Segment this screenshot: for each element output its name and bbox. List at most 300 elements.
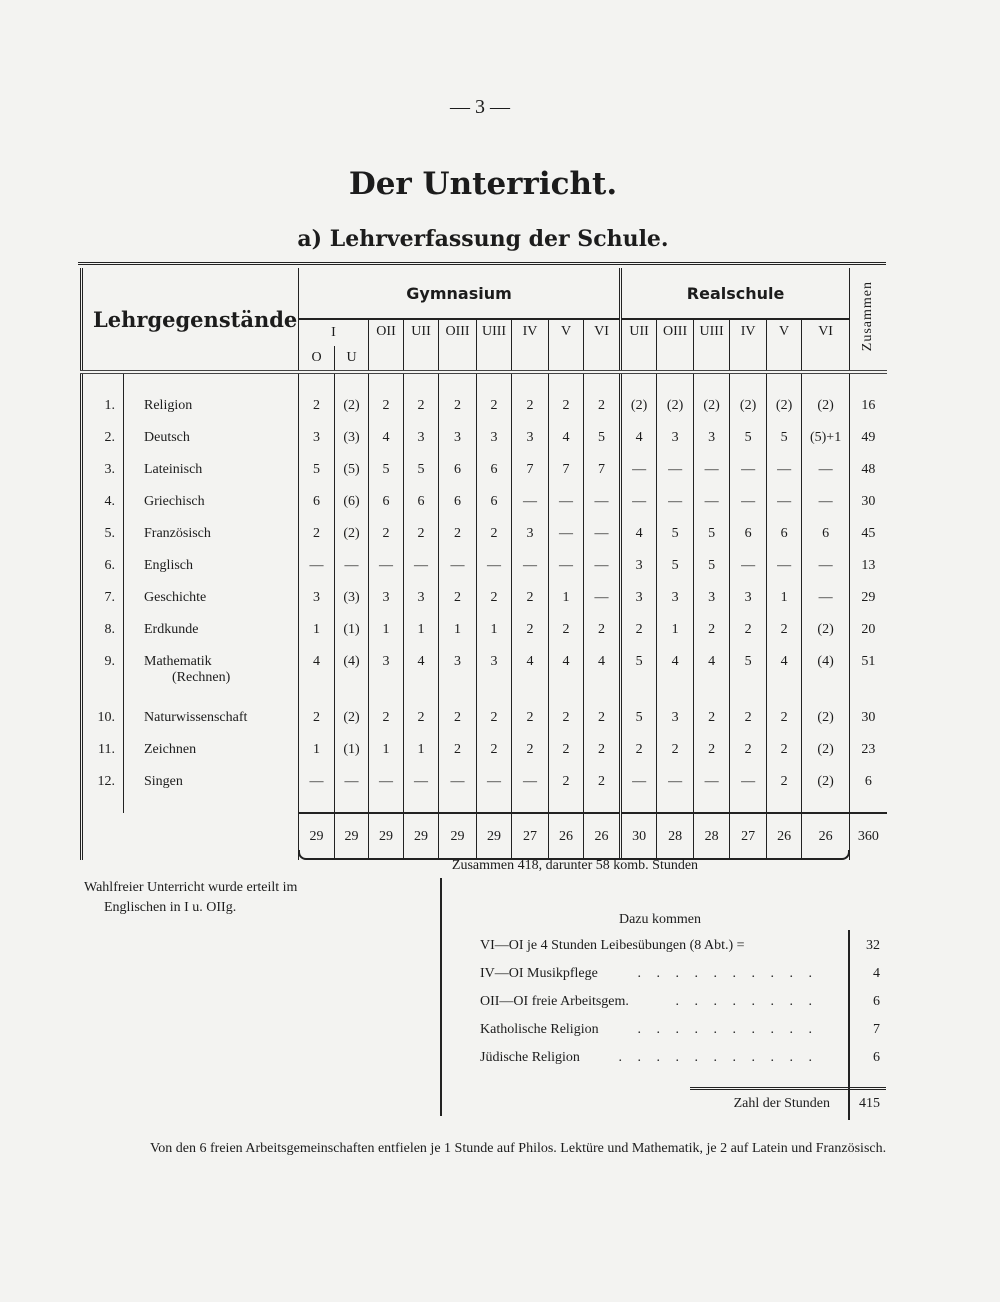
hours-cell: 3 (657, 582, 694, 614)
row-total: 45 (861, 526, 876, 541)
subject-cell (124, 422, 299, 454)
hours-cell: 7 (549, 454, 584, 486)
hours-cell: 5 (299, 454, 335, 486)
hours-cell: — (802, 454, 850, 486)
row-number: 2. (82, 422, 124, 454)
column-total: 29 (404, 813, 439, 860)
section-subtitle: a) Lehrverfassung der Schule. (297, 226, 669, 252)
hours-cell: — (584, 486, 621, 518)
hours-cell: 2 (584, 702, 621, 734)
hours-cell: 2 (549, 372, 584, 422)
table-body (82, 372, 887, 860)
hours-cell: (2) (802, 614, 850, 646)
hours-cell: 5 (621, 646, 657, 702)
hours-cell: 6 (477, 486, 512, 518)
gymnasium-group-header: Gymnasium (299, 268, 621, 319)
hours-cell: — (299, 550, 335, 582)
hours-cell: 2 (694, 702, 730, 734)
hours-cell: — (767, 550, 802, 582)
additional-item-value: 6 (873, 1050, 880, 1065)
hours-cell: — (335, 550, 369, 582)
total-hours-label: Zahl der Stunden (733, 1096, 830, 1111)
additional-item (480, 938, 880, 960)
table-row (82, 518, 887, 550)
hours-cell: 6 (477, 454, 512, 486)
row-total: 30 (861, 494, 876, 509)
grand-total: 360 (850, 813, 887, 860)
hours-cell: 2 (512, 734, 549, 766)
column-total: 29 (369, 813, 404, 860)
column-total: 27 (730, 813, 767, 860)
hours-cell: 3 (621, 550, 657, 582)
hours-cell: 2 (369, 702, 404, 734)
total-column-label: Zusammen (860, 281, 876, 352)
hours-cell: 1 (299, 614, 335, 646)
hours-cell: (2) (335, 518, 369, 550)
subject-cell (124, 454, 299, 486)
row-number: 8. (82, 614, 124, 646)
leader-dots: . . . . . . . . . . . (618, 1050, 818, 1065)
hours-cell: 1 (404, 734, 439, 766)
subject-cell (124, 766, 299, 798)
hours-cell: 4 (404, 646, 439, 702)
hours-cell: 2 (477, 372, 512, 422)
row-total: 30 (861, 710, 876, 725)
total-hours-value: 415 (859, 1096, 880, 1111)
gymnasium-class-header: VI (584, 319, 621, 372)
additional-item-value: 6 (873, 994, 880, 1009)
hours-cell: 5 (657, 518, 694, 550)
hours-cell: (3) (335, 422, 369, 454)
hours-cell: 2 (730, 734, 767, 766)
hours-cell: (2) (730, 372, 767, 422)
row-number: 11. (82, 734, 124, 766)
realschule-class-header: OIII (657, 319, 694, 372)
hours-cell: 3 (369, 646, 404, 702)
subject-name: Religion (144, 398, 193, 413)
hours-cell: (2) (802, 766, 850, 798)
hours-cell: 5 (584, 422, 621, 454)
table-top-rule (78, 262, 886, 265)
hours-cell: 2 (767, 734, 802, 766)
row-total: 51 (861, 654, 876, 669)
hours-cell: 2 (657, 734, 694, 766)
hours-cell: — (549, 518, 584, 550)
subject-cell (124, 486, 299, 518)
hours-cell: 3 (694, 422, 730, 454)
row-number: 3. (82, 454, 124, 486)
hours-cell: 2 (512, 614, 549, 646)
column-total: 26 (802, 813, 850, 860)
hours-cell: 2 (767, 614, 802, 646)
hours-cell: — (512, 486, 549, 518)
realschule-class-header: UII (621, 319, 657, 372)
sum-rule (690, 1087, 886, 1090)
realschule-class-header: V (767, 319, 802, 372)
subject-name: Französisch (144, 526, 211, 541)
optional-note-line2: Englischen in I u. OIIg. (104, 900, 237, 915)
table-row (82, 734, 887, 766)
hours-cell: 5 (694, 550, 730, 582)
row-total: 49 (861, 430, 876, 445)
hours-cell: 2 (439, 518, 477, 550)
hours-cell: — (657, 486, 694, 518)
hours-cell: — (621, 486, 657, 518)
additional-item-value: 7 (873, 1022, 880, 1037)
hours-cell: 2 (621, 734, 657, 766)
hours-cell: — (335, 766, 369, 798)
gymnasium-class-header: UII (404, 319, 439, 372)
hours-cell: 3 (299, 422, 335, 454)
hours-cell: 4 (621, 422, 657, 454)
hours-cell: 2 (369, 518, 404, 550)
hours-cell: 2 (730, 614, 767, 646)
hours-cell: 2 (694, 614, 730, 646)
hours-cell: 3 (730, 582, 767, 614)
class-header-I: I (299, 319, 369, 346)
hours-cell: (2) (621, 372, 657, 422)
hours-cell: — (694, 454, 730, 486)
row-total: 16 (861, 398, 876, 413)
hours-cell: — (767, 454, 802, 486)
table-row (82, 550, 887, 582)
hours-cell: 1 (657, 614, 694, 646)
additional-item (480, 966, 880, 988)
combined-hours-note: Zusammen 418, darunter 58 komb. Stunden (451, 858, 699, 873)
subject-name: Naturwissenschaft (144, 710, 248, 725)
row-total: 20 (861, 622, 876, 637)
total-column-header (850, 268, 887, 372)
hours-cell: 2 (369, 372, 404, 422)
hours-cell: (1) (335, 614, 369, 646)
realschule-class-header: IV (730, 319, 767, 372)
hours-cell: 3 (657, 702, 694, 734)
hours-cell: 2 (477, 582, 512, 614)
hours-cell: 2 (404, 372, 439, 422)
hours-cell: 2 (299, 702, 335, 734)
hours-cell: (5)+1 (802, 422, 850, 454)
realschule-group-header: Realschule (621, 268, 850, 319)
hours-cell: 4 (584, 646, 621, 702)
hours-cell: 3 (621, 582, 657, 614)
hours-cell: — (404, 550, 439, 582)
class-header-I-O: O (299, 346, 335, 372)
hours-cell: (2) (802, 372, 850, 422)
table-row (82, 646, 887, 702)
table-header (82, 268, 887, 372)
hours-cell: — (730, 550, 767, 582)
hours-cell: — (439, 766, 477, 798)
hours-cell: 2 (439, 582, 477, 614)
additional-item-value: 32 (866, 938, 880, 953)
hours-cell: 2 (439, 702, 477, 734)
subject-cell (124, 582, 299, 614)
hours-cell: 2 (549, 702, 584, 734)
hours-cell: 2 (404, 702, 439, 734)
column-total: 29 (439, 813, 477, 860)
hours-cell: 3 (512, 422, 549, 454)
column-total: 28 (657, 813, 694, 860)
subject-cell (124, 702, 299, 734)
column-total: 26 (549, 813, 584, 860)
table-row (82, 422, 887, 454)
optional-instruction-note (84, 878, 374, 918)
hours-cell: 5 (694, 518, 730, 550)
row-number: 12. (82, 766, 124, 798)
hours-cell: 1 (369, 734, 404, 766)
subject-name: Griechisch (144, 494, 205, 509)
column-total: 27 (512, 813, 549, 860)
row-number: 5. (82, 518, 124, 550)
leader-dots: . . . . . . . . . . (637, 1022, 818, 1037)
hours-cell: 3 (512, 518, 549, 550)
hours-cell: — (404, 766, 439, 798)
additional-item (480, 1050, 880, 1072)
gymnasium-class-header: OII (369, 319, 404, 372)
hours-cell: 2 (439, 734, 477, 766)
table-row (82, 702, 887, 734)
hours-cell: — (802, 582, 850, 614)
hours-cell: (2) (335, 372, 369, 422)
hours-cell: 4 (621, 518, 657, 550)
hours-cell: 2 (512, 702, 549, 734)
gymnasium-class-header: IV (512, 319, 549, 372)
hours-cell: — (802, 550, 850, 582)
hours-cell: 5 (621, 702, 657, 734)
hours-cell: (3) (335, 582, 369, 614)
hours-cell: 2 (477, 734, 512, 766)
hours-cell: — (730, 766, 767, 798)
column-total: 29 (299, 813, 335, 860)
hours-cell: — (730, 454, 767, 486)
subject-column-header: Lehrgegenstände (82, 268, 299, 372)
value-divider-line (848, 930, 850, 1120)
hours-cell: 2 (404, 518, 439, 550)
column-total: 28 (694, 813, 730, 860)
additional-item-label: OII—OI freie Arbeitsgem. (480, 994, 629, 1009)
hours-cell: 3 (404, 582, 439, 614)
row-total: 23 (861, 742, 876, 757)
hours-cell: 2 (299, 372, 335, 422)
row-total: 48 (861, 462, 876, 477)
hours-cell: 4 (694, 646, 730, 702)
column-total: 30 (621, 813, 657, 860)
hours-cell: 1 (549, 582, 584, 614)
hours-cell: 5 (657, 550, 694, 582)
gymnasium-class-header: UIII (477, 319, 512, 372)
subject-cell (124, 734, 299, 766)
column-total: 29 (477, 813, 512, 860)
hours-cell: 1 (439, 614, 477, 646)
row-number: 7. (82, 582, 124, 614)
hours-cell: — (657, 766, 694, 798)
leader-dots: . . . . . . . . . . (637, 966, 818, 981)
hours-cell: 2 (512, 582, 549, 614)
subject-cell (124, 614, 299, 646)
hours-cell: — (549, 486, 584, 518)
row-number: 9. (82, 646, 124, 702)
hours-cell: — (584, 582, 621, 614)
hours-cell: 2 (477, 518, 512, 550)
hours-cell: 3 (369, 582, 404, 614)
hours-cell: — (584, 550, 621, 582)
hours-cell: 4 (549, 422, 584, 454)
hours-cell: (6) (335, 486, 369, 518)
hours-cell: 4 (369, 422, 404, 454)
hours-cell: 2 (584, 734, 621, 766)
row-total: 6 (864, 774, 872, 789)
hours-cell: 3 (477, 646, 512, 702)
subject-name: Erdkunde (144, 622, 199, 637)
hours-cell: 2 (549, 766, 584, 798)
subject-cell (124, 646, 299, 702)
hours-cell: — (477, 550, 512, 582)
hours-cell: 1 (767, 582, 802, 614)
hours-cell: (2) (802, 702, 850, 734)
table-row (82, 614, 887, 646)
hours-cell: 2 (549, 614, 584, 646)
gymnasium-class-header: V (549, 319, 584, 372)
table-row (82, 372, 887, 422)
row-total: 13 (861, 558, 876, 573)
hours-cell: 5 (369, 454, 404, 486)
hours-cell: — (621, 454, 657, 486)
hours-cell: 3 (439, 422, 477, 454)
hours-cell: 3 (657, 422, 694, 454)
realschule-class-header: UIII (694, 319, 730, 372)
hours-cell: (2) (694, 372, 730, 422)
hours-cell: 5 (730, 422, 767, 454)
page-number: — 3 — (450, 96, 510, 118)
hours-cell: 6 (439, 454, 477, 486)
subject-cell (124, 550, 299, 582)
footnote: Von den 6 freien Arbeitsgemeinschaften entfielen je 1 Stunde auf Philos. Lektüre und Mathematik, je 2 auf Latein und Französisch. (150, 1141, 887, 1156)
additional-item-label: Katholische Religion (480, 1022, 599, 1037)
hours-cell: — (512, 550, 549, 582)
hours-cell: (1) (335, 734, 369, 766)
class-header-I-U: U (335, 346, 369, 372)
hours-cell: — (694, 766, 730, 798)
hours-cell: 2 (584, 766, 621, 798)
hours-cell: 3 (694, 582, 730, 614)
subject-cell (124, 372, 299, 422)
hours-cell: — (512, 766, 549, 798)
table-row (82, 486, 887, 518)
subject-name: Singen (144, 774, 183, 789)
additional-item-label: Jüdische Religion (480, 1050, 580, 1065)
hours-cell: 2 (584, 614, 621, 646)
row-total: 29 (861, 590, 876, 605)
hours-cell: 2 (439, 372, 477, 422)
hours-cell: 2 (584, 372, 621, 422)
subject-note: (Rechnen) (172, 670, 231, 685)
hours-cell: — (477, 766, 512, 798)
hours-cell: 3 (404, 422, 439, 454)
row-number: 4. (82, 486, 124, 518)
subject-name: Englisch (144, 558, 193, 573)
divider-line (440, 878, 442, 1116)
column-total: 26 (767, 813, 802, 860)
hours-cell: 2 (694, 734, 730, 766)
hours-cell: (2) (657, 372, 694, 422)
hours-cell: 6 (439, 486, 477, 518)
hours-cell: 4 (299, 646, 335, 702)
subject-cell (124, 518, 299, 550)
hours-cell: 6 (404, 486, 439, 518)
row-number: 10. (82, 702, 124, 734)
subject-name: Lateinisch (144, 462, 203, 477)
hours-cell: 4 (657, 646, 694, 702)
hours-cell: (5) (335, 454, 369, 486)
hours-cell: 1 (299, 734, 335, 766)
hours-cell: — (621, 766, 657, 798)
table-row (82, 582, 887, 614)
additional-heading: Dazu kommen (618, 912, 702, 927)
hours-cell: 3 (439, 646, 477, 702)
hours-cell: 3 (299, 582, 335, 614)
hours-cell: (2) (767, 372, 802, 422)
hours-cell: 2 (512, 372, 549, 422)
hours-cell: — (802, 486, 850, 518)
hours-cell: 2 (621, 614, 657, 646)
hours-cell: 7 (584, 454, 621, 486)
hours-cell: 2 (730, 702, 767, 734)
hours-cell: 5 (730, 646, 767, 702)
hours-cell: — (369, 550, 404, 582)
gymnasium-class-header: OIII (439, 319, 477, 372)
hours-cell: — (657, 454, 694, 486)
hours-cell: 6 (767, 518, 802, 550)
subject-name: Mathematik (144, 654, 212, 669)
hours-cell: — (584, 518, 621, 550)
additional-item-label: VI—OI je 4 Stunden Leibesübungen (8 Abt.) = (480, 938, 745, 953)
subject-name: Deutsch (144, 430, 190, 445)
subject-name: Geschichte (144, 590, 207, 605)
hours-cell: 5 (767, 422, 802, 454)
optional-note-line1: Wahlfreier Unterricht wurde erteilt im (84, 880, 298, 895)
hours-cell: 6 (802, 518, 850, 550)
hours-cell: — (694, 486, 730, 518)
curriculum-table (80, 268, 887, 860)
realschule-class-header: VI (802, 319, 850, 372)
hours-cell: 1 (477, 614, 512, 646)
hours-cell: 2 (299, 518, 335, 550)
column-total: 26 (584, 813, 621, 860)
hours-cell: — (767, 486, 802, 518)
leader-dots: . . . . . . . . (675, 994, 818, 1009)
row-number: 6. (82, 550, 124, 582)
hours-cell: 6 (730, 518, 767, 550)
additional-item (480, 994, 880, 1016)
additional-item-label: IV—OI Musikpflege (480, 966, 598, 981)
hours-cell: 1 (404, 614, 439, 646)
hours-cell: — (439, 550, 477, 582)
row-number: 1. (82, 372, 124, 422)
additional-item-value: 4 (873, 966, 880, 981)
hours-cell: 7 (512, 454, 549, 486)
table-row (82, 766, 887, 798)
hours-cell: (4) (802, 646, 850, 702)
subject-name: Zeichnen (144, 742, 197, 757)
hours-cell: — (549, 550, 584, 582)
hours-cell: 2 (549, 734, 584, 766)
hours-cell: — (730, 486, 767, 518)
hours-cell: 1 (369, 614, 404, 646)
hours-cell: 6 (299, 486, 335, 518)
hours-cell: — (299, 766, 335, 798)
hours-cell: 2 (767, 702, 802, 734)
hours-cell: 2 (767, 766, 802, 798)
